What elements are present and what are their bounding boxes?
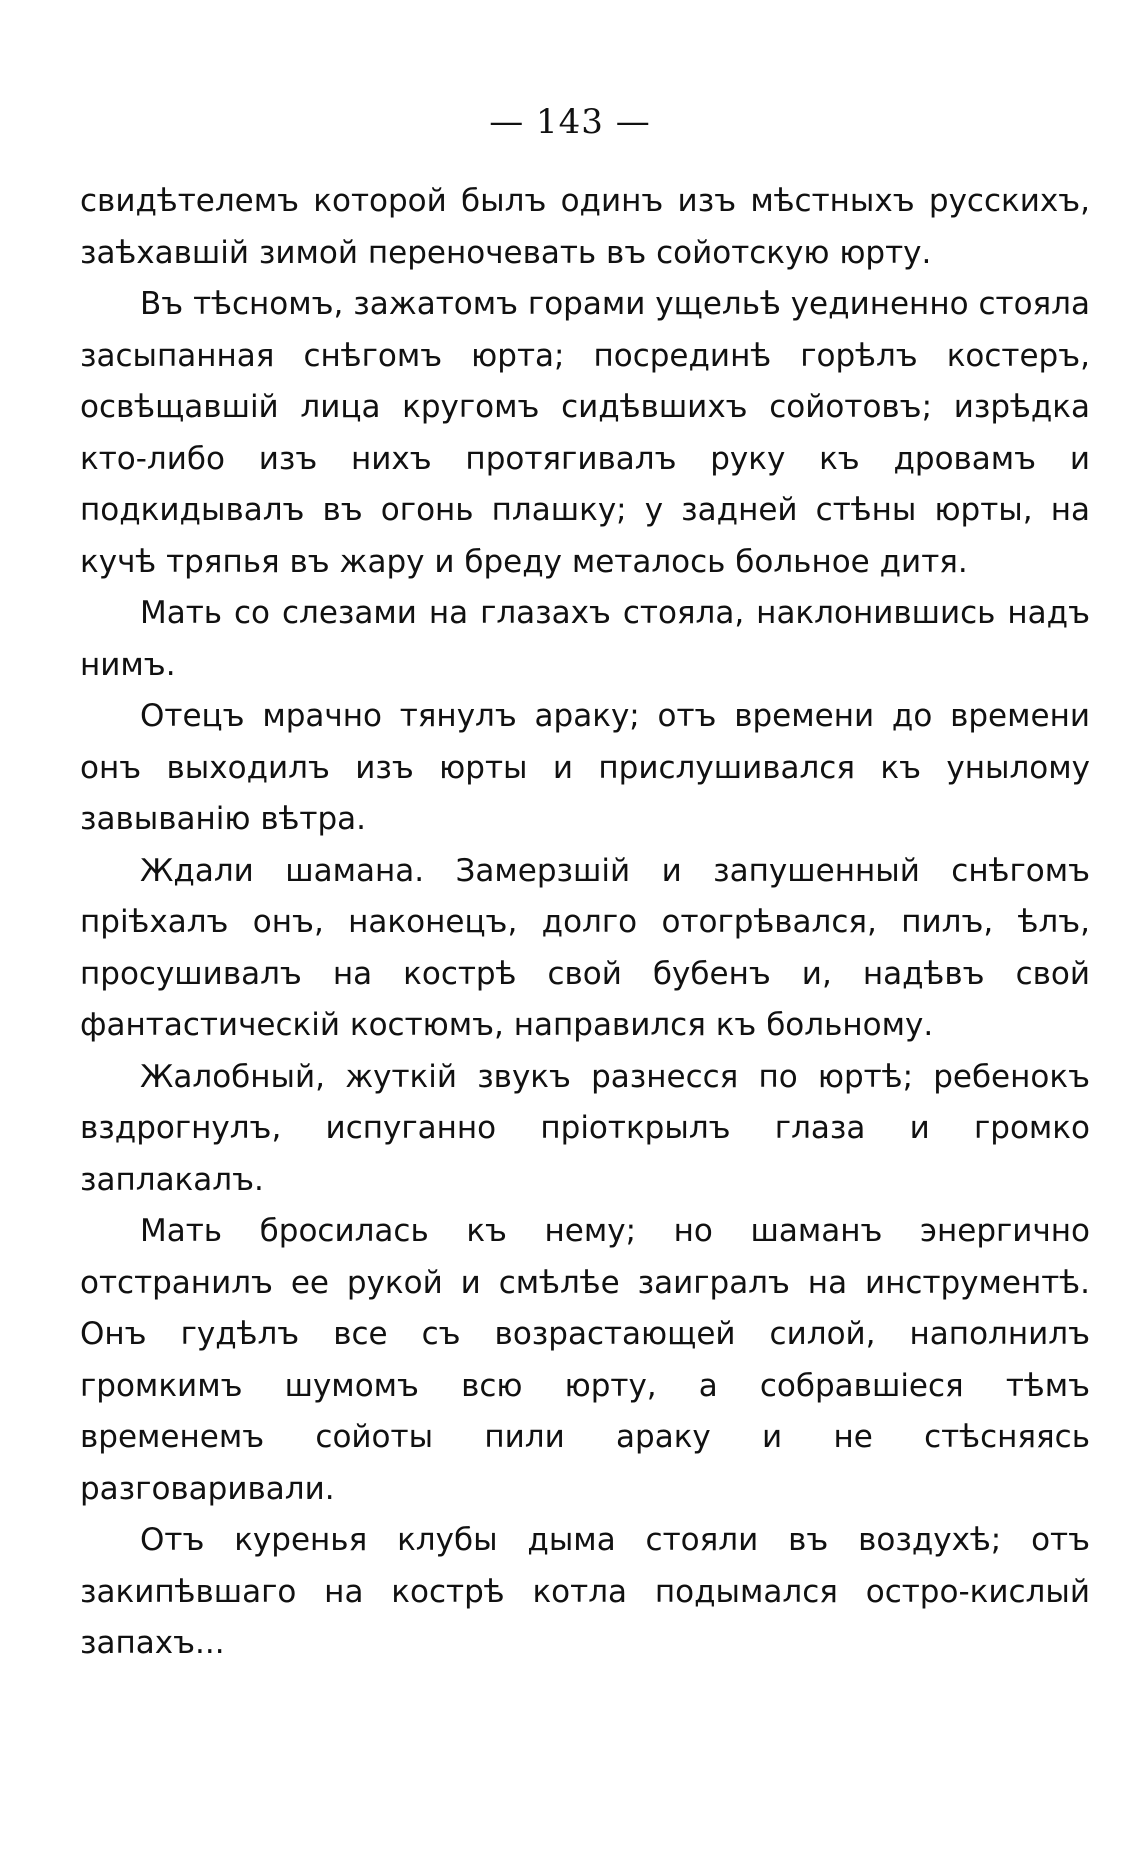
paragraph-5: Ждали шамана. Замерзшій и запушенный снѣгомъ пріѣхалъ онъ, наконецъ, долго отогрѣвался, пилъ, ѣлъ, просушивалъ на кострѣ свой бубенъ и, надѣвъ свой фантастическій костюмъ, направился къ больному. bbox=[80, 852, 1090, 1043]
page-number: — 143 — bbox=[489, 102, 651, 142]
page-body-text bbox=[80, 176, 1090, 1670]
paragraph-3: Мать со слезами на глазахъ стояла, наклонившись надъ нимъ. bbox=[80, 595, 1090, 683]
paragraph-7: Мать бросилась къ нему; но шаманъ энергично отстранилъ ее рукой и смѣлѣе заигралъ на инструментѣ. Онъ гудѣлъ все съ возрастающей силой, наполнилъ громкимъ шумомъ всю юрту, а собравшіеся тѣмъ временемъ сойоты пили араку и не стѣсняясь разговаривали. bbox=[80, 1213, 1090, 1507]
paragraph-8: Отъ куренья клубы дыма стояли въ воздухѣ; отъ закипѣвшаго на кострѣ котла подымался остро-кислый запахъ... bbox=[80, 1522, 1090, 1661]
paragraph-1: свидѣтелемъ которой былъ одинъ изъ мѣстныхъ русскихъ, заѣхавшій зимой переночевать въ сойотскую юрту. bbox=[80, 183, 1090, 271]
paragraph-4: Отецъ мрачно тянулъ араку; отъ времени до времени онъ выходилъ изъ юрты и прислушивался къ унылому завыванію вѣтра. bbox=[80, 698, 1090, 837]
paragraph-2: Въ тѣсномъ, зажатомъ горами ущельѣ уединенно стояла засыпанная снѣгомъ юрта; посрединѣ горѣлъ костеръ, освѣщавшій лица кругомъ сидѣвшихъ сойотовъ; изрѣдка кто-либо изъ нихъ протягивалъ руку къ дровамъ и подкидывалъ въ огонь плашку; у задней стѣны юрты, на кучѣ тряпья въ жару и бреду металось больное дитя. bbox=[80, 286, 1090, 580]
paragraph-6: Жалобный, жуткій звукъ разнесся по юртѣ; ребенокъ вздрогнулъ, испуганно пріоткрылъ глаза и громко заплакалъ. bbox=[80, 1058, 1090, 1198]
